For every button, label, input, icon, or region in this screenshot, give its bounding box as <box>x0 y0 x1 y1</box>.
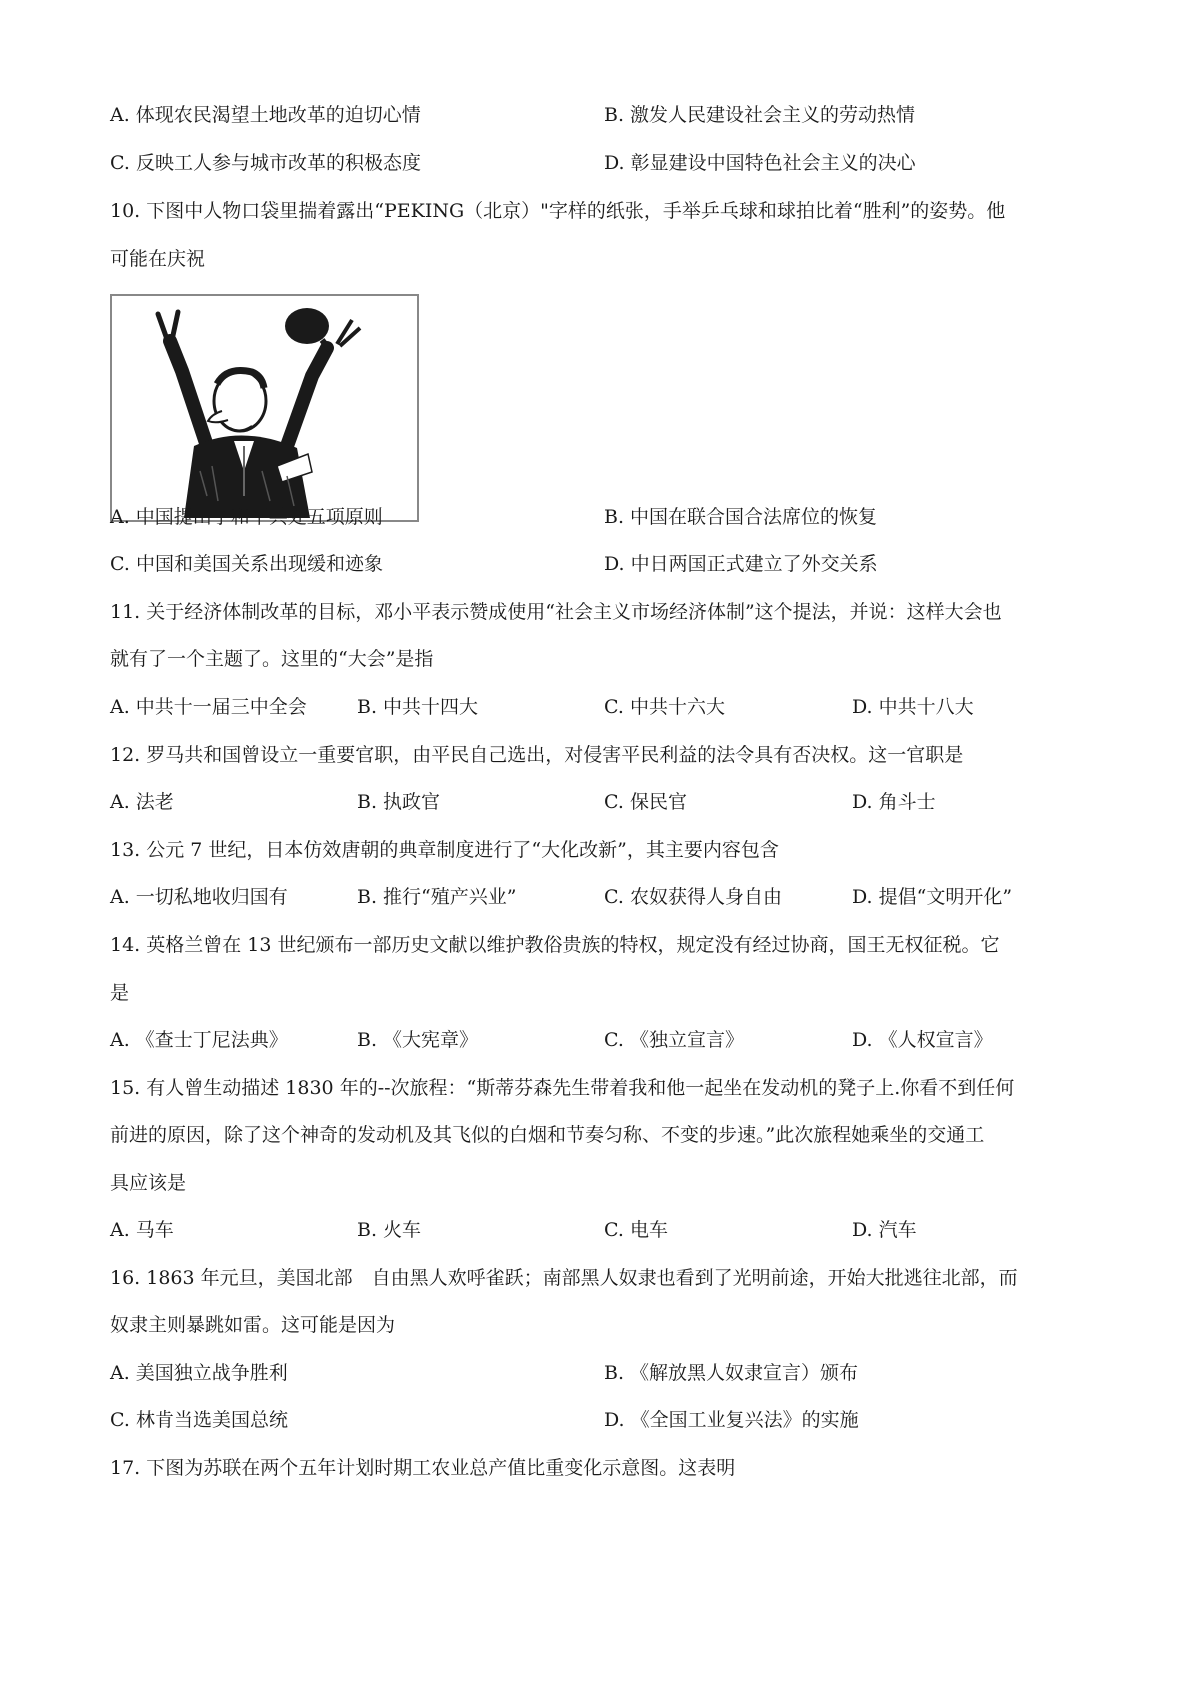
q12-stem-line-1: 12. 罗马共和国曾设立一重要官职，由平民自己选出，对侵害平民利益的法令具有否决权。这一官职是 <box>110 744 964 766</box>
q10-option-b[interactable]: B. 中国在联合国合法席位的恢复 <box>604 506 878 528</box>
q13-option-a[interactable]: A. 一切私地收归国有 <box>110 886 288 908</box>
q14-option-c[interactable]: C. 《独立宣言》 <box>604 1029 744 1051</box>
q14-stem-line-1: 14. 英格兰曾在 13 世纪颁布一部历史文献以维护教俗贵族的特权，规定没有经过协商，国王无权征税。它 <box>110 934 1000 956</box>
q9-option-d[interactable]: D. 彰显建设中国特色社会主义的决心 <box>604 152 916 174</box>
q12-options-row <box>0 785 1200 819</box>
q10-stem-line-2: 可能在庆祝 <box>110 248 206 270</box>
q9-options-row-2 <box>0 146 1200 180</box>
q16-option-d[interactable]: D. 《全国工业复兴法》的实施 <box>604 1409 859 1431</box>
q11-option-a[interactable]: A. 中共十一届三中全会 <box>110 696 307 718</box>
q13-option-b[interactable]: B. 推行“殖产兴业” <box>357 886 517 908</box>
q15-stem-line-1: 15. 有人曾生动描述 1830 年的--次旅程：“斯蒂芬森先生带着我和他一起坐在发动机的凳子上.你看不到任何 <box>110 1077 1015 1099</box>
q14-option-a[interactable]: A. 《查士丁尼法典》 <box>110 1029 288 1051</box>
q16-option-a[interactable]: A. 美国独立战争胜利 <box>110 1362 288 1384</box>
q16-options-row-1 <box>0 1356 1200 1390</box>
q10-option-a[interactable]: A. 中国提出了和平共处五项原则 <box>110 506 383 528</box>
q10-option-d[interactable]: D. 中日两国正式建立了外交关系 <box>604 553 878 575</box>
cartoon-illustration <box>112 296 417 520</box>
q13-options-row <box>0 880 1200 914</box>
q16-options-row-2 <box>0 1403 1200 1437</box>
q14-option-d[interactable]: D. 《人权宣言》 <box>852 1029 993 1051</box>
q11-stem-line-2: 就有了一个主题了。这里的“大会”是指 <box>110 648 434 670</box>
q15-option-d[interactable]: D. 汽车 <box>852 1219 917 1241</box>
q10-stem-line-1: 10. 下图中人物口袋里揣着露出“PEKING（北京）"字样的纸张，手举乒乓球和球拍比着“胜利”的姿势。他 <box>110 200 1006 222</box>
q9-option-b[interactable]: B. 激发人民建设社会主义的劳动热情 <box>604 104 916 126</box>
q12-option-a[interactable]: A. 法老 <box>110 791 174 813</box>
q14-option-b[interactable]: B. 《大宪章》 <box>357 1029 479 1051</box>
q16-stem-line-1: 16. 1863 年元旦，美国北部 自由黑人欢呼雀跃；南部黑人奴隶也看到了光明前途，开始大批逃往北部，而 <box>110 1267 1018 1289</box>
q10-options-row-2 <box>0 547 1200 581</box>
q13-stem-line-1: 13. 公元 7 世纪，日本仿效唐朝的典章制度进行了“大化改新”，其主要内容包含 <box>110 839 779 861</box>
q11-options-row <box>0 690 1200 724</box>
q15-options-row <box>0 1213 1200 1247</box>
q11-option-b[interactable]: B. 中共十四大 <box>357 696 479 718</box>
q12-option-d[interactable]: D. 角斗士 <box>852 791 936 813</box>
q11-stem-line-1: 11. 关于经济体制改革的目标，邓小平表示赞成使用“社会主义市场经济体制”这个提法，并说：这样大会也 <box>110 601 1002 623</box>
q9-option-c[interactable]: C. 反映工人参与城市改革的积极态度 <box>110 152 421 174</box>
q9-options-row-1 <box>0 98 1200 132</box>
q15-option-b[interactable]: B. 火车 <box>357 1219 422 1241</box>
q14-options-row <box>0 1023 1200 1057</box>
q15-stem-line-3: 具应该是 <box>110 1172 187 1194</box>
q16-option-c[interactable]: C. 林肯当选美国总统 <box>110 1409 288 1431</box>
q11-option-c[interactable]: C. 中共十六大 <box>604 696 725 718</box>
q13-option-c[interactable]: C. 农奴获得人身自由 <box>604 886 782 908</box>
q15-stem-line-2: 前进的原因，除了这个神奇的发动机及其飞似的白烟和节奏匀称、不变的步速。”此次旅程她乘坐的交通工 <box>110 1124 985 1146</box>
q12-option-b[interactable]: B. 执政官 <box>357 791 441 813</box>
q10-options-row-1 <box>0 500 1200 534</box>
q11-option-d[interactable]: D. 中共十八大 <box>852 696 974 718</box>
q9-option-a[interactable]: A. 体现农民渴望土地改革的迫切心情 <box>110 104 421 126</box>
q16-option-b[interactable]: B. 《解放黑人奴隶宣言）颁布 <box>604 1362 859 1384</box>
q16-stem-line-2: 奴隶主则暴跳如雷。这可能是因为 <box>110 1314 396 1336</box>
q12-option-c[interactable]: C. 保民官 <box>604 791 687 813</box>
q14-stem-line-2: 是 <box>110 982 130 1004</box>
q10-cartoon-figure <box>110 294 419 522</box>
q15-option-c[interactable]: C. 电车 <box>604 1219 668 1241</box>
q10-option-c[interactable]: C. 中国和美国关系出现缓和迹象 <box>110 553 383 575</box>
q13-option-d[interactable]: D. 提倡“文明开化” <box>852 886 1013 908</box>
q15-option-a[interactable]: A. 马车 <box>110 1219 174 1241</box>
q17-stem-line-1: 17. 下图为苏联在两个五年计划时期工农业总产值比重变化示意图。这表明 <box>110 1457 736 1479</box>
